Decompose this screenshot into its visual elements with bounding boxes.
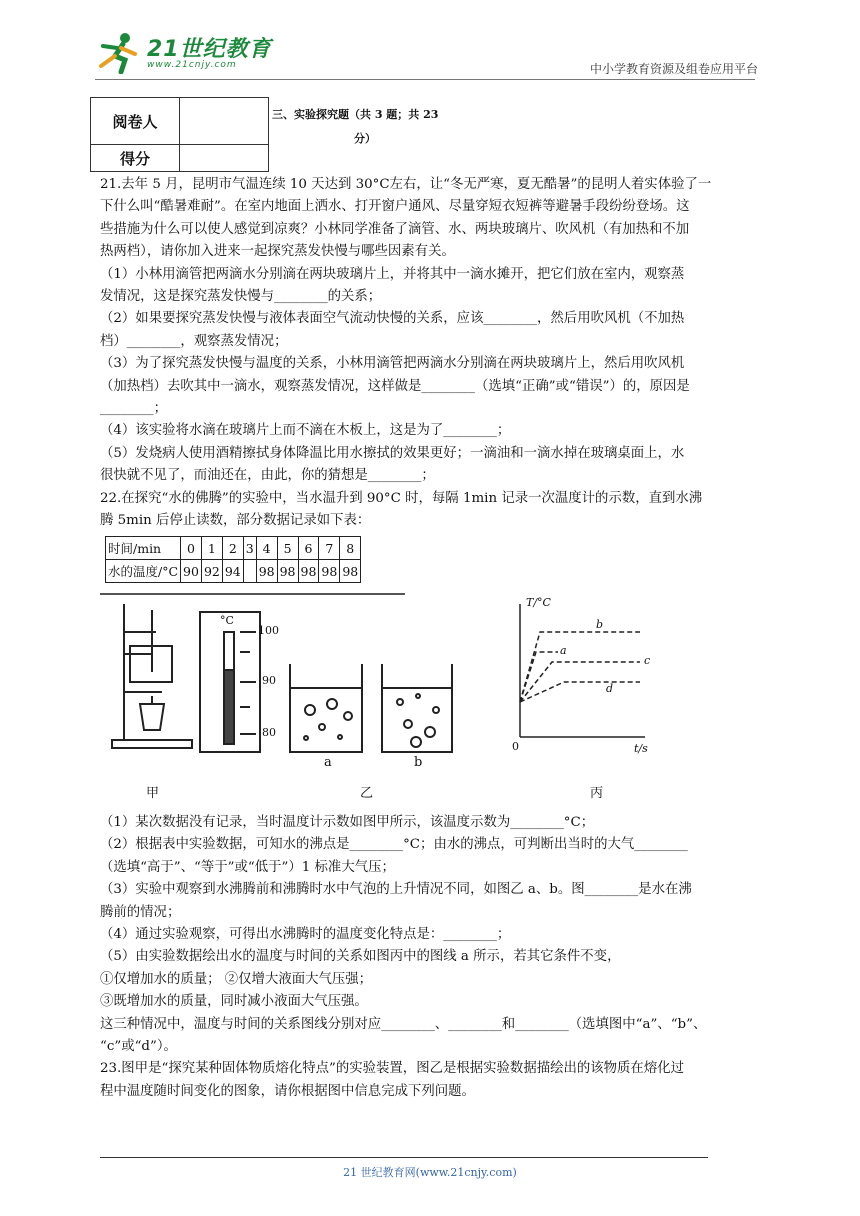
curve-b-label: b — [596, 618, 604, 631]
table-cell: 2 — [222, 537, 243, 560]
curve-a-label: a — [560, 644, 567, 657]
question-22-parts: （1）某次数据没有记录，当时温度计示数如图甲所示，该温度示数为________°C； （2）根据表中实验数据，可知水的沸点是________°C；由水的沸点，可判断出当时的大气________ （选填“高于”、“等于”或“低于”）1 标准大气压； （3）实验中观察到水沸腾前和沸腾时水中气泡的上升情况不同，如图乙 a、b。图________是水在沸 腾前的情况； （4）通过实验观察，可得出水沸腾时的温度变化特点是：________； （5）由实验数据绘出水的温度与时间的关系如图丙中的图线 a 所示，若其它条件不变， ①仅增加水的质量； ②仅增大液面大气压强； ③既增加水的质量，同时减小液面大气压强。 这三种情况中，温度与时间的关系图线分别对应________、________和________（选填图中“a”、“b”、 “c”或“d”）。 23.图甲是“探究某种固体物质熔化特点”的实验装置，图乙是根据实验数据描绘出的该物质在熔化过 程中温度随时间变化的图象，请你根据图中信息完成下列问题。 — [100, 812, 765, 1103]
label-a: a — [324, 755, 332, 770]
score-label: 得分 — [91, 145, 180, 172]
curve-c-label: c — [644, 654, 651, 667]
graph-origin: 0 — [512, 740, 519, 753]
section-title: 三、实验探究题（共 3 题；共 23 分） — [272, 108, 439, 145]
reviewer-cell[interactable] — [180, 98, 269, 145]
table-cell: 98 — [340, 560, 361, 583]
beaker-b — [382, 664, 452, 752]
platform-name: 中小学教育资源及组卷应用平台 — [589, 62, 758, 76]
logo — [95, 30, 275, 75]
experiment-figure — [100, 592, 660, 810]
question-22-intro: 22.在探究“水的佛腾”的实验中，当水温升到 90°C 时，每隔 1min 记录一次温度计的示数，直到水沸 — [100, 490, 703, 506]
table-cell: 0 — [181, 537, 202, 560]
table-cell: 1 — [201, 537, 222, 560]
table-cell: 98 — [277, 560, 298, 583]
table-row — [106, 537, 361, 560]
reviewer-label: 阅卷人 — [91, 98, 180, 145]
table-row — [106, 560, 361, 583]
runner-logo-icon — [95, 30, 145, 74]
table-cell: 98 — [256, 560, 277, 583]
beaker-a — [290, 664, 362, 752]
therm-unit: °C — [220, 614, 234, 627]
therm-90: 90 — [262, 674, 276, 687]
thermometer — [200, 612, 260, 752]
table-cell: 98 — [298, 560, 319, 583]
figure-jia-caption: 甲 — [146, 786, 160, 801]
data-table — [105, 536, 361, 583]
figure-yi-caption: 乙 — [360, 786, 374, 801]
table-cell: 4 — [256, 537, 277, 560]
score-cell[interactable] — [180, 145, 269, 172]
therm-80: 80 — [262, 726, 276, 739]
figure-drawing — [100, 592, 660, 810]
temperature-graph — [520, 604, 645, 737]
table-cell: 6 — [298, 537, 319, 560]
question-23: 23.图甲是“探究某种固体物质熔化特点”的实验装置，图乙是根据实验数据描绘出的该物质在熔化过 — [100, 1061, 684, 1077]
footer-link[interactable]: 21 世纪教育网(www.21cnjy.com) — [343, 1166, 517, 1179]
apparatus-jia — [112, 604, 192, 748]
curve-d-label: d — [606, 682, 614, 695]
page-header — [0, 0, 860, 85]
table-cell: 94 — [222, 560, 243, 583]
score-table — [90, 97, 269, 172]
table-cell: 90 — [181, 560, 202, 583]
question-21: 21.去年 5 月，昆明市气温连续 10 天达到 30°C左右，让“冬无严寒，夏无酷暑”的昆明人着实体验了一 下什么叫“酷暑难耐”。在室内地面上洒水、打开窗户通风、尽量穿短衣短裤等避暑手段纷纷登场。这 些措施为什么可以使人感觉到凉爽？小林同学准备了滴管、水、两块玻璃片、吹风机（有加热和不加 热两档），请你加入进来一起探究蒸发快慢与哪些因素有关。 （1）小林用滴管把两滴水分别滴在两块玻璃片上，并将其中一滴水摊开，把它们放在室内，观察蒸 发情况，这是探究蒸发快慢与________的关系； （2）如果要探究蒸发快慢与液体表面空气流动快慢的关系，应该________，然后用吹风机（不加热 档）________，观察蒸发情况； （3）为了探究蒸发快慢与温度的关系，小林用滴管把两滴水分别滴在两块玻璃片上，然后用吹风机 （加热档）去吹其中一滴水，观察蒸发情况，这样做是________（选填“正确”或“错误”）的，原因是 ________； （4）该实验将水滴在玻璃片上而不滴在木板上，这是为了________； （5）发烧病人使用酒精擦拭身体降温比用水擦拭的效果更好；一滴油和一滴水掉在玻璃桌面上，水 很快就不见了，而油还在，由此，你的猜想是________； 22.在探究“水的佛腾”的实验中，当水温升到 90°C 时，每隔 1min 记录一次温度计的示数，直到水沸 腾 5min 后停止读数，部分数据记录如下表： — [100, 174, 765, 533]
table-cell: 7 — [319, 537, 340, 560]
graph-y-label: T/°C — [526, 596, 551, 609]
label-b: b — [414, 755, 423, 770]
footer-divider — [100, 1157, 708, 1158]
graph-x-label: t/s — [634, 742, 648, 755]
table-header: 时间/min — [106, 537, 181, 560]
logo-url: www.21cnjy.com — [147, 60, 237, 70]
table-cell: 5 — [277, 537, 298, 560]
table-header: 水的温度/°C — [106, 560, 181, 583]
table-cell: 3 — [243, 537, 256, 560]
logo-text: 21世纪教育 — [147, 37, 272, 62]
table-cell — [243, 560, 256, 583]
table-cell: 8 — [340, 537, 361, 560]
table-cell: 92 — [201, 560, 222, 583]
therm-100: 100 — [258, 624, 279, 637]
table-cell: 98 — [319, 560, 340, 583]
header-divider — [95, 79, 755, 80]
figure-bing-caption: 丙 — [590, 786, 604, 801]
